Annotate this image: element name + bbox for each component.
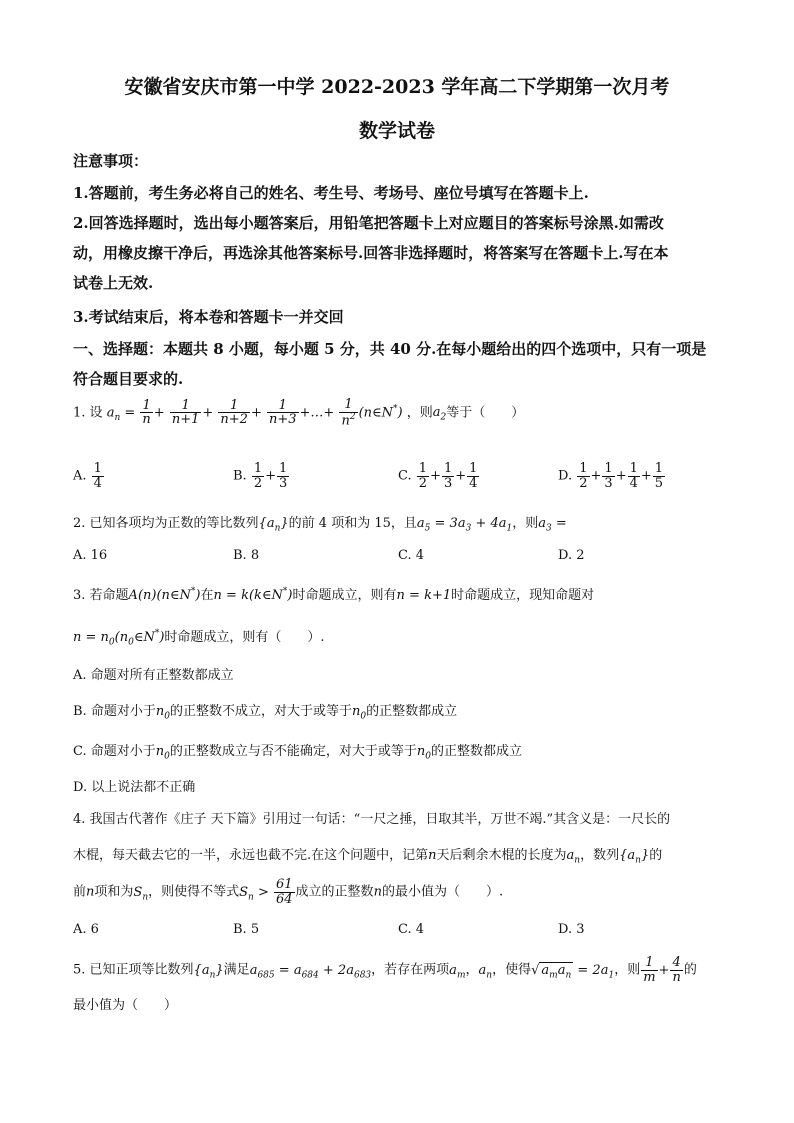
q1-option-c: C. $\frac{1}{2}$ + $\frac{1}{3}$ + $\frac{1}{4}$ xyxy=(398,461,478,491)
q1-option-a: A. $\frac{1}{4}$ xyxy=(73,461,102,491)
question-4-line-1: 4. 我国古代著作《庄子 天下篇》引用过一句话：“一尺之捶，日取其半，万世不竭.”其含义是：一尺长的 xyxy=(73,812,671,827)
q1-option-b: B. $\frac{1}{2}$ + $\frac{1}{3}$ xyxy=(233,461,288,491)
q2-option-b: B. 8 xyxy=(233,548,260,563)
q1-option-d: D. $\frac{1}{2}$ + $\frac{1}{3}$ + $\frac{1}{4}$ + $\frac{1}{5}$ xyxy=(558,461,664,491)
section-heading-a: 一、选择题：本题共 8 小题，每小题 5 分，共 40 分.在每小题给出的四个选项中，只有一项是 xyxy=(73,340,707,358)
question-4-line-3: 前n项和为$S_n$，则使得不等式$S_n$ > $\frac{61}{64}$ 成立的正整数n的最小值为（ ）. xyxy=(73,877,504,907)
question-5-line-1: 5. 已知正项等比数列$\{a_n\}$满足$a_{685} = a_{684} + 2a_{683}$，若存在两项$a_m$，$a_n$，使得√ $a_ma_n = 2a_1$，则 $\frac{1}{m}$ + $\frac{4}{n}$ 的 xyxy=(73,955,697,985)
exam-title: 安徽省安庆市第一中学 2022-2023 学年高二下学期第一次月考 xyxy=(124,76,670,98)
q2-option-a: A. 16 xyxy=(73,548,108,563)
exam-subtitle: 数学试卷 xyxy=(358,120,435,142)
notice-item-3: 3.考试结束后，将本卷和答题卡一并交回 xyxy=(73,308,344,326)
question-1: 1. 设 $a_n$ = $\frac{1}{n}$ + $\frac{1}{n+1}$ + $\frac{1}{n+2}$ + $\frac{1}{n+3}$ +…+ $\frac{1}{n^2}$ (n∈N*) ，则$a_2$等于（ ） xyxy=(73,397,525,428)
q4-option-b: B. 5 xyxy=(233,922,260,937)
q3-option-a: A. 命题对所有正整数都成立 xyxy=(73,668,234,683)
q2-option-c: C. 4 xyxy=(398,548,425,563)
notice-heading: 注意事项： xyxy=(73,152,149,170)
q3-option-c: C. 命题对小于$n_0$的正整数成立与否不能确定，对大于或等于$n_0$的正整数都成立 xyxy=(73,744,522,762)
q1-suffix: ，则 xyxy=(406,405,433,421)
q1-formula: $a_n$ = $\frac{1}{n}$ + $\frac{1}{n+1}$ + $\frac{1}{n+2}$ + $\frac{1}{n+3}$ +…+ $\frac{1}{n^2}$ (n∈N*) xyxy=(106,397,403,428)
section-heading-b: 符合题目要求的. xyxy=(73,370,184,388)
q3-option-b: B. 命题对小于$n_0$的正整数不成立，对大于或等于$n_0$的正整数都成立 xyxy=(73,704,458,722)
notice-item-1: 1.答题前，考生务必将自己的姓名、考生号、考场号、座位号填写在答题卡上. xyxy=(73,184,589,202)
q4-option-a: A. 6 xyxy=(73,922,99,937)
q4-option-d: D. 3 xyxy=(558,922,585,937)
q1-tail: 等于（ ） xyxy=(446,405,525,421)
q2-option-d: D. 2 xyxy=(558,548,585,563)
question-3-line-1: 3. 若命题A(n)(n∈N*)在n = k(k∈N*)时命题成立，则有n = k+1时命题成立，现知命题对 xyxy=(73,586,595,603)
notice-item-2b: 动，用橡皮擦干净后，再选涂其他答案标号.回答非选择题时，将答案写在答题卡上.写在本 xyxy=(73,244,669,262)
q4-option-c: C. 4 xyxy=(398,922,425,937)
q3-option-d: D. 以上说法都不正确 xyxy=(73,780,196,795)
question-5-line-2: 最小值为（ ） xyxy=(73,998,178,1013)
q1-prefix: 1. 设 xyxy=(73,405,103,421)
notice-item-2c: 试卷上无效. xyxy=(73,274,154,292)
question-3-line-2: $n = n_0(n_0\in N^*)$时命题成立，则有（ ）. xyxy=(73,628,325,648)
question-2: 2. 已知各项均为正数的等比数列$\{a_n\}$的前 4 项和为 15，且$a_5 = 3a_3 + 4a_1$，则$a_3$ = xyxy=(73,516,567,534)
notice-item-2a: 2.回答选择题时，选出每小题答案后，用铅笔把答题卡上对应题目的答案标号涂黑.如需改 xyxy=(73,214,664,232)
question-4-line-2: 木棍，每天截去它的一半，永远也截不完.在这个问题中，记第n天后剩余木棍的长度为$a_n$，数列$\{a_n\}$的 xyxy=(73,848,663,866)
